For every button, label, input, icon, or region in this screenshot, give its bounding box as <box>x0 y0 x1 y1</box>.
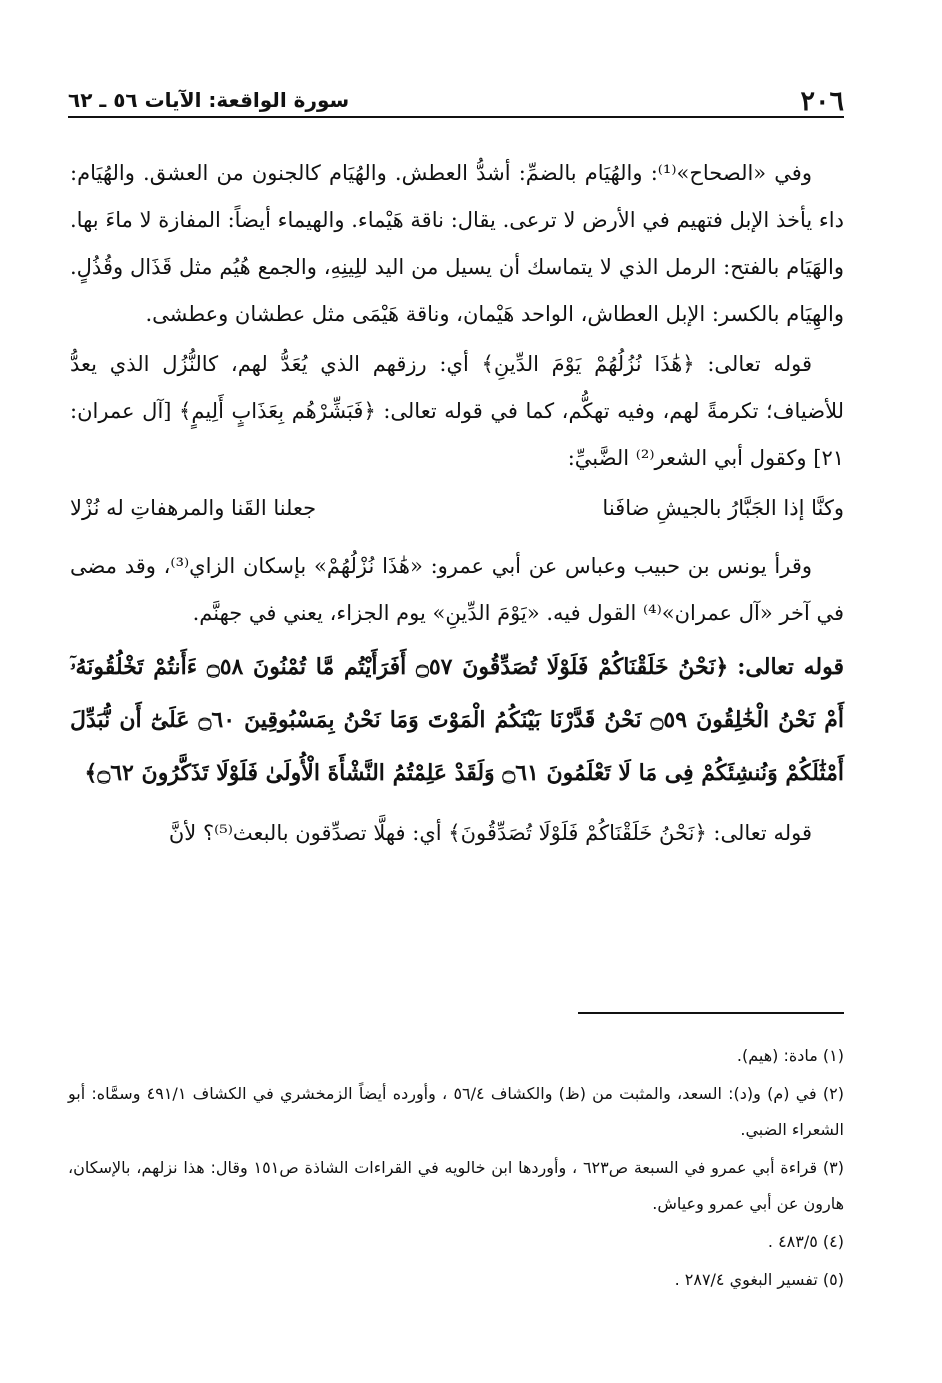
footnote-3: (٣) قراءة أبي عمرو في السبعة ص٦٢٣ ، وأوردها ابن خالويه في القراءات الشاذة ص١٥١ وقال: هذا نزلهم، بالإسكان، هارون عن أبي عمرو وعياش. <box>68 1158 845 1213</box>
poetry-verse <box>70 485 844 531</box>
footnote-5: (٥) تفسير البغوي ٢٨٧/٤ . <box>674 1270 844 1289</box>
paragraph-nuzul: قوله تعالى: ﴿هَٰذَا نُزُلُهُمْ يَوْمَ الدِّينِ﴾ أي: رزقهم الذي يُعَدُّ لهم، كالنُّزُل الذي يعدُّ للأضياف؛ تكرمةً لهم، وفيه تهكُّم، كما في قوله تعالى: ﴿فَبَشِّرْهُم بِعَذَابٍ أَلِيمٍ﴾ [آل عمران: ٢١] وكقول أبي الشعر⁽²⁾ الضَّبيِّ: <box>70 352 844 470</box>
verse-second-hemistich: جعلنا القَنا والمرهفاتِ له نُزْلا <box>70 496 317 520</box>
quran-verses-block <box>70 641 844 800</box>
paragraph-reading: وقرأ يونس بن حبيب وعباس عن أبي عمرو: «هَٰذَا نُزْلُهُمْ» بإسكان الزاي⁽³⁾، وقد مضى في آخر «آل عمران»⁽⁴⁾ القول فيه. «يَوْمَ الدِّينِ» يوم الجزاء، يعني في جهنَّم. <box>70 554 844 625</box>
footnote-4: (٤) ٤٨٣/٥ . <box>767 1232 844 1251</box>
page-number: ٢٠٦ <box>800 86 844 117</box>
footnotes <box>68 1038 844 1300</box>
paragraph-commentary: قوله تعالى: ﴿نَحْنُ خَلَقْنَاكُمْ فَلَوْلَا تُصَدِّقُونَ﴾ أي: فهلَّا تصدِّقون بالبعث⁽⁵⁾؟ لأنَّ <box>168 821 812 845</box>
verse-first-hemistich: وكنَّا إذا الجَبَّارُ بالجيشِ ضافَنا <box>602 496 844 520</box>
footnote-separator <box>578 1012 844 1014</box>
footnote-2: (٢) في (م) و(د): السعد، والمثبت من (ظ) والكشاف ٥٦/٤ ، وأورده أيضاً الزمخشري في الكشاف ٤٩١/١ وسمَّاه: أبو الشعراء الضبي. <box>68 1084 844 1139</box>
running-title: سورة الواقعة: الآيات ٥٦ ـ ٦٢ <box>68 88 350 112</box>
footnote-1: (١) مادة: (هيم). <box>736 1046 844 1065</box>
main-text <box>70 150 844 860</box>
quran-text: ﴿نَحْنُ خَلَقْنَاكُمْ فَلَوْلَا تُصَدِّقُونَ ۝٥٧ أَفَرَأَيْتُم مَّا تُمْنُونَ ۝٥٨ ءَأَنتُمْ تَخْلُقُونَهُۥٓ أَمْ نَحْنُ الْخَٰلِقُونَ ۝٥٩ نَحْنُ قَدَّرْنَا بَيْنَكُمُ الْمَوْتَ وَمَا نَحْنُ بِمَسْبُوقِينَ ۝٦٠ عَلَىٰٓ أَن نُّبَدِّلَ أَمْثَٰلَكُمْ وَنُنشِئَكُمْ فِى مَا لَا تَعْلَمُونَ ۝٦١ وَلَقَدْ عَلِمْتُمُ النَّشْأَةَ الْأُولَىٰ فَلَوْلَا تَذَكَّرُونَ ۝٦٢﴾ <box>70 654 844 786</box>
quran-label: قوله تعالى: <box>737 654 844 680</box>
page-header <box>68 76 844 118</box>
paragraph-sihah: وفي «الصحاح»⁽¹⁾: والهُيَام بالضمِّ: أشدُّ العطش. والهُيَام كالجنون من العشق. والهُيَام: داء يأخذ الإبل فتهيم في الأرض لا ترعى. يقال: ناقة هَيْماء. والهيماء أيضاً: المفازة لا ماءَ بها. والهَيَام بالفتح: الرمل الذي لا يتماسك أن يسيل من اليد للِينِهِ، والجمع هُيُم مثل قَذَال وقُذُلٍ. والهِيَام بالكسر: الإبل العطاش، الواحد هَيْمان، وناقة هَيْمَى مثل عطشان وعطشى. <box>70 161 844 326</box>
